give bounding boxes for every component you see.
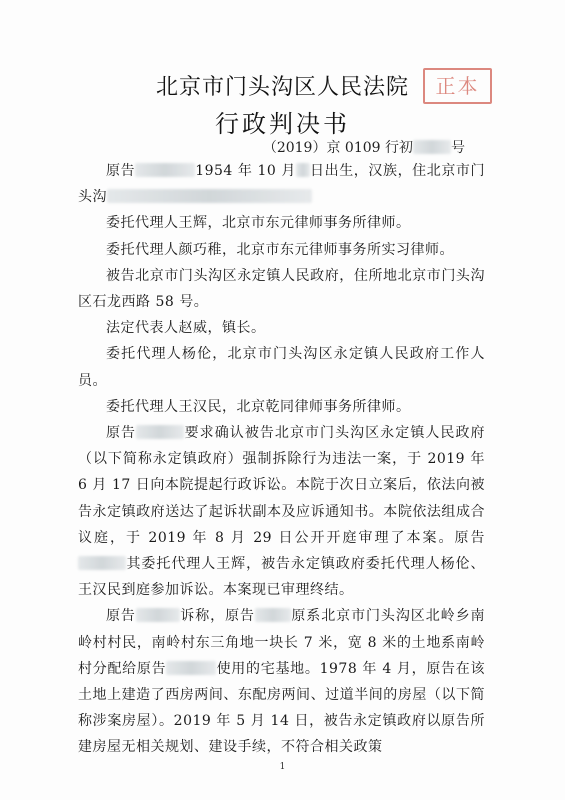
text-segment: 1954 年 10 月 <box>195 163 296 179</box>
text-segment: 日出生，汉族，住北京市门头沟 <box>78 163 486 206</box>
redaction <box>296 163 310 177</box>
paragraph-agent-4: 委托代理人王汉民，北京乾同律师事务所律师。 <box>106 398 411 415</box>
text-segment: 原告 <box>106 425 137 442</box>
case-number-text: （2019）京 0109 行初 <box>262 140 413 156</box>
court-name: 北京市门头沟区人民法院 <box>155 75 409 100</box>
redaction <box>135 163 195 177</box>
paragraph-case-summary <box>78 420 485 603</box>
text-segment: 诉称，原告 <box>179 608 255 625</box>
original-copy-stamp: 正本 <box>423 68 492 104</box>
paragraph-legal-rep: 法定代表人赵威，镇长。 <box>106 320 266 337</box>
redaction <box>78 556 126 570</box>
judgment-body <box>78 158 485 761</box>
redaction <box>107 189 312 203</box>
redaction <box>255 608 291 622</box>
paragraph-agent-2: 委托代理人颜巧稚，北京市东元律师事务所实习律师。 <box>106 241 454 258</box>
text-segment: 原告 <box>106 608 136 625</box>
redaction <box>136 608 180 622</box>
redaction <box>413 140 451 154</box>
document-title: 行政判决书 <box>215 110 350 138</box>
text-segment: 使用的宅基地。1978 年 4 月，原告在该土地上建造了西房两间、东配房两间、过道半间的房屋（以下简称涉案房屋）。2019 年 5 月 14 日，被告永定镇政府以原告所建房屋无相关规划、建设手续，不符合相关政策 <box>78 660 486 756</box>
case-number: （2019）京 0109 行初 号 <box>262 140 465 156</box>
paragraph-plaintiff <box>78 158 485 210</box>
paragraph-claims <box>78 603 485 760</box>
text-segment: 原系北京市门头沟区北岭乡南岭村村民，南岭村东三角地一块长 7 米，宽 8 米的土地系南岭村分配给原告 <box>78 608 486 677</box>
paragraph-defendant: 被告北京市门头沟区永定镇人民政府，住所地北京市门头沟区石龙西路 58 号。 <box>78 267 485 311</box>
paragraph-agent-1: 委托代理人王辉，北京市东元律师事务所律师。 <box>106 215 411 232</box>
redaction <box>136 425 184 439</box>
text-segment: 原告 <box>106 163 136 179</box>
text-segment: 其委托代理人王辉，被告永定镇政府委托代理人杨伦、王汉民到庭参加诉讼。本案现已审理终结。 <box>78 556 485 599</box>
paragraph-agent-3: 委托代理人杨伦，北京市门头沟区永定镇人民政府工作人员。 <box>78 346 485 389</box>
page-number: 1 <box>279 762 286 772</box>
redaction <box>166 661 216 675</box>
text-segment: 要求确认被告北京市门头沟区永定镇人民政府（以下简称永定镇政府）强制拆除行为违法一案，于 2019 年 6 月 17 日向本院提起行政诉讼。本院于次日立案后，依法向被告永定镇政府送达了起诉状副本及应诉通知书。本院依法组成合议庭，于 2019 年 8 月 29 日公开开庭审理了本案。原告 <box>78 425 486 546</box>
